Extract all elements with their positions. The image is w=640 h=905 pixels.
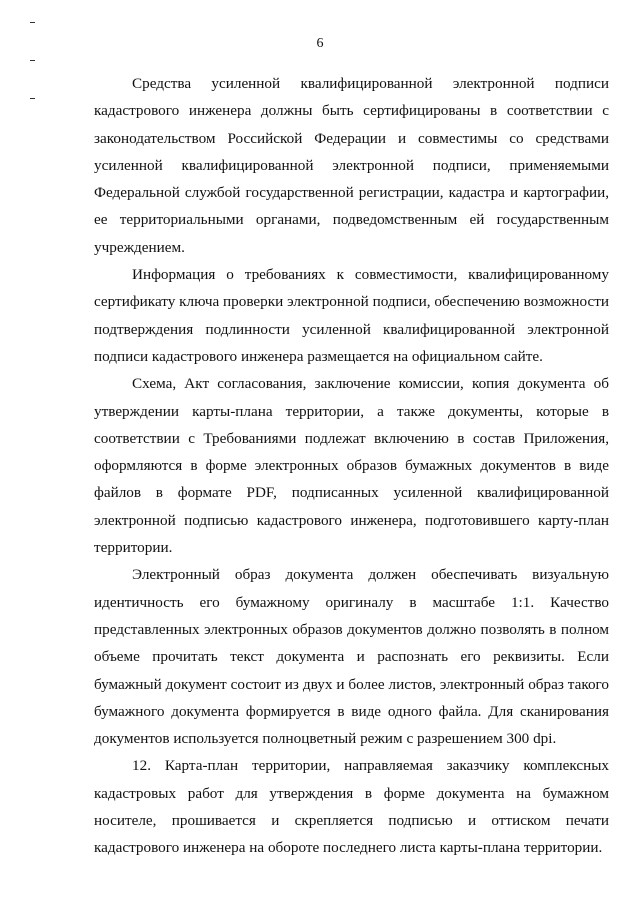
paragraph-signature-requirements: Средства усиленной квалифицированной электронной подписи кадастрового инженера должны быть сертифицированы в соответствии с законодательством Российской Федерации и совместимы со средствами усиленной квалифицированной электронной подписи, применяемыми Федеральной службой государственной регистрации, кадастра и картографии, ее территориальными органами, подведомственным ей государственным учреждением. — [94, 75, 609, 256]
scan-margin-mark — [30, 98, 35, 99]
scan-margin-mark — [30, 60, 35, 61]
scan-margin-mark — [30, 22, 35, 23]
paragraph-compatibility-info: Информация о требованиях к совместимости, квалифицированному сертификату ключа проверки электронной подписи, обеспечению возможности подтверждения подлинности усиленной квалифицированной электронной подписи кадастрового инженера размещается на официальном сайте. — [94, 266, 609, 365]
document-body — [94, 70, 609, 862]
paragraph-image-quality: Электронный образ документа должен обеспечивать визуальную идентичность его бумажному оригиналу в масштабе 1:1. Качество представленных электронных образов документов должно позволять в полном объеме прочитать текст документа и распознать его реквизиты. Если бумажный документ состоит из двух и более листов, электронный образ такого бумажного документа формируется в виде одного файла. Для сканирования документов используется полноцветный режим с разрешением 300 dpi. — [94, 566, 609, 748]
page-number: 6 — [316, 36, 324, 51]
paragraph-electronic-images: Схема, Акт согласования, заключение комиссии, копия документа об утверждении карты-плана территории, а также документы, которые в соответствии с Требованиями подлежат включению в состав Приложения, оформляются в форме электронных образов бумажных документов в виде файлов в формате PDF, подписанных усиленной квалифицированной электронной подписью кадастрового инженера, подготовившего карту-план территории. — [94, 375, 609, 557]
paragraph-item-12: 12. Карта-план территории, направляемая заказчику комплексных кадастровых работ для утверждения в форме документа на бумажном носителе, прошивается и скрепляется подписью и оттиском печати кадастрового инженера на обороте последнего листа карты-плана территории. — [94, 757, 609, 857]
